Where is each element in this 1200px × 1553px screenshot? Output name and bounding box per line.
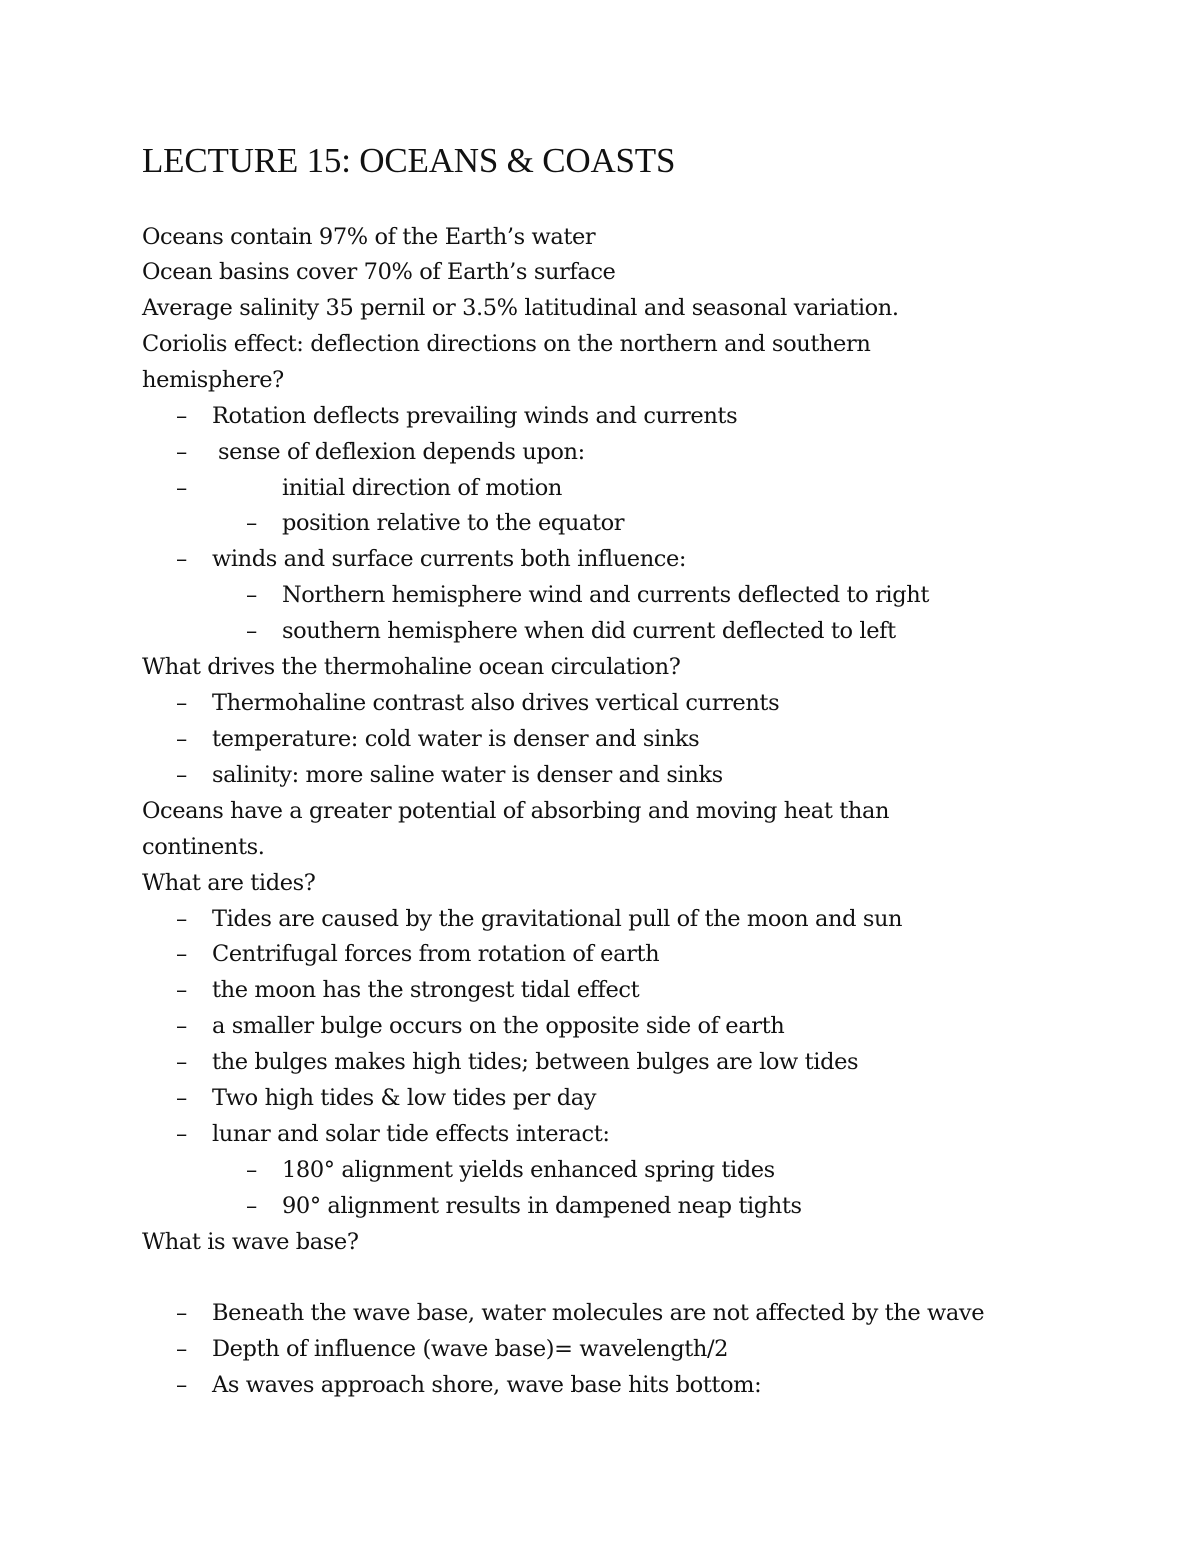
dash-marker: – <box>176 941 188 967</box>
list-item-text: southern hemisphere when did current deflected to left <box>282 618 896 644</box>
text-line: continents. <box>142 834 265 860</box>
list-item-text: Tides are caused by the gravitational pull of the moon and sun <box>212 906 903 932</box>
text-line: Oceans contain 97% of the Earth’s water <box>142 224 596 250</box>
text-line: Ocean basins cover 70% of Earth’s surface <box>142 259 616 285</box>
dash-marker: – <box>246 510 258 536</box>
text-line: hemisphere? <box>142 367 284 393</box>
dash-marker: – <box>246 1157 258 1183</box>
list-item-text: 180° alignment yields enhanced spring tides <box>282 1157 775 1183</box>
list-item-text: Thermohaline contrast also drives vertical currents <box>212 690 780 716</box>
dash-marker: – <box>176 546 188 572</box>
list-item-text: Centrifugal forces from rotation of earth <box>212 941 660 967</box>
dash-marker: – <box>176 1013 188 1039</box>
dash-marker: – <box>176 906 188 932</box>
dash-marker: – <box>176 1049 188 1075</box>
list-item-text: Depth of influence (wave base)= wavelength/2 <box>212 1336 729 1362</box>
dash-marker: – <box>176 1085 188 1111</box>
text-line: Average salinity 35 pernil or 3.5% latitudinal and seasonal variation. <box>142 295 899 321</box>
dash-marker: – <box>246 618 258 644</box>
dash-marker: – <box>176 1121 188 1147</box>
dash-marker: – <box>176 977 188 1003</box>
text-line: What drives the thermohaline ocean circulation? <box>142 654 681 680</box>
list-item-text: Northern hemisphere wind and currents deflected to right <box>282 582 929 608</box>
dash-marker: – <box>246 1193 258 1219</box>
dash-marker: – <box>176 690 188 716</box>
text-line: What are tides? <box>142 870 316 896</box>
text-line: Oceans have a greater potential of absorbing and moving heat than <box>142 798 890 824</box>
list-item-text: sense of deflexion depends upon: <box>218 439 585 465</box>
lecture-title: LECTURE 15: OCEANS & COASTS <box>142 141 676 180</box>
list-item-text: 90° alignment results in dampened neap tights <box>282 1193 802 1219</box>
text-line: What is wave base? <box>142 1229 359 1255</box>
list-item-text: temperature: cold water is denser and sinks <box>212 726 700 752</box>
list-item-text: As waves approach shore, wave base hits bottom: <box>212 1372 762 1398</box>
list-item-text: Rotation deflects prevailing winds and currents <box>212 403 738 429</box>
list-item-text: lunar and solar tide effects interact: <box>212 1121 610 1147</box>
text-line: Coriolis effect: deflection directions on the northern and southern <box>142 331 871 357</box>
list-item-text: winds and surface currents both influence: <box>212 546 687 572</box>
dash-marker: – <box>176 1336 188 1362</box>
list-item-text: Two high tides & low tides per day <box>212 1085 597 1111</box>
dash-marker: – <box>246 582 258 608</box>
dash-marker: – <box>176 762 188 788</box>
list-item-text: salinity: more saline water is denser and sinks <box>212 762 723 788</box>
dash-marker: – <box>176 439 188 465</box>
dash-marker: – <box>176 1372 188 1398</box>
list-item-text: Beneath the wave base, water molecules are not affected by the wave <box>212 1300 985 1326</box>
list-item-text: the moon has the strongest tidal effect <box>212 977 640 1003</box>
dash-marker: – <box>176 475 188 501</box>
list-item-text: initial direction of motion <box>282 475 562 501</box>
list-item-text: a smaller bulge occurs on the opposite side of earth <box>212 1013 785 1039</box>
list-item-text: position relative to the equator <box>282 510 625 536</box>
dash-marker: – <box>176 1300 188 1326</box>
list-item-text: the bulges makes high tides; between bulges are low tides <box>212 1049 859 1075</box>
dash-marker: – <box>176 726 188 752</box>
dash-marker: – <box>176 403 188 429</box>
